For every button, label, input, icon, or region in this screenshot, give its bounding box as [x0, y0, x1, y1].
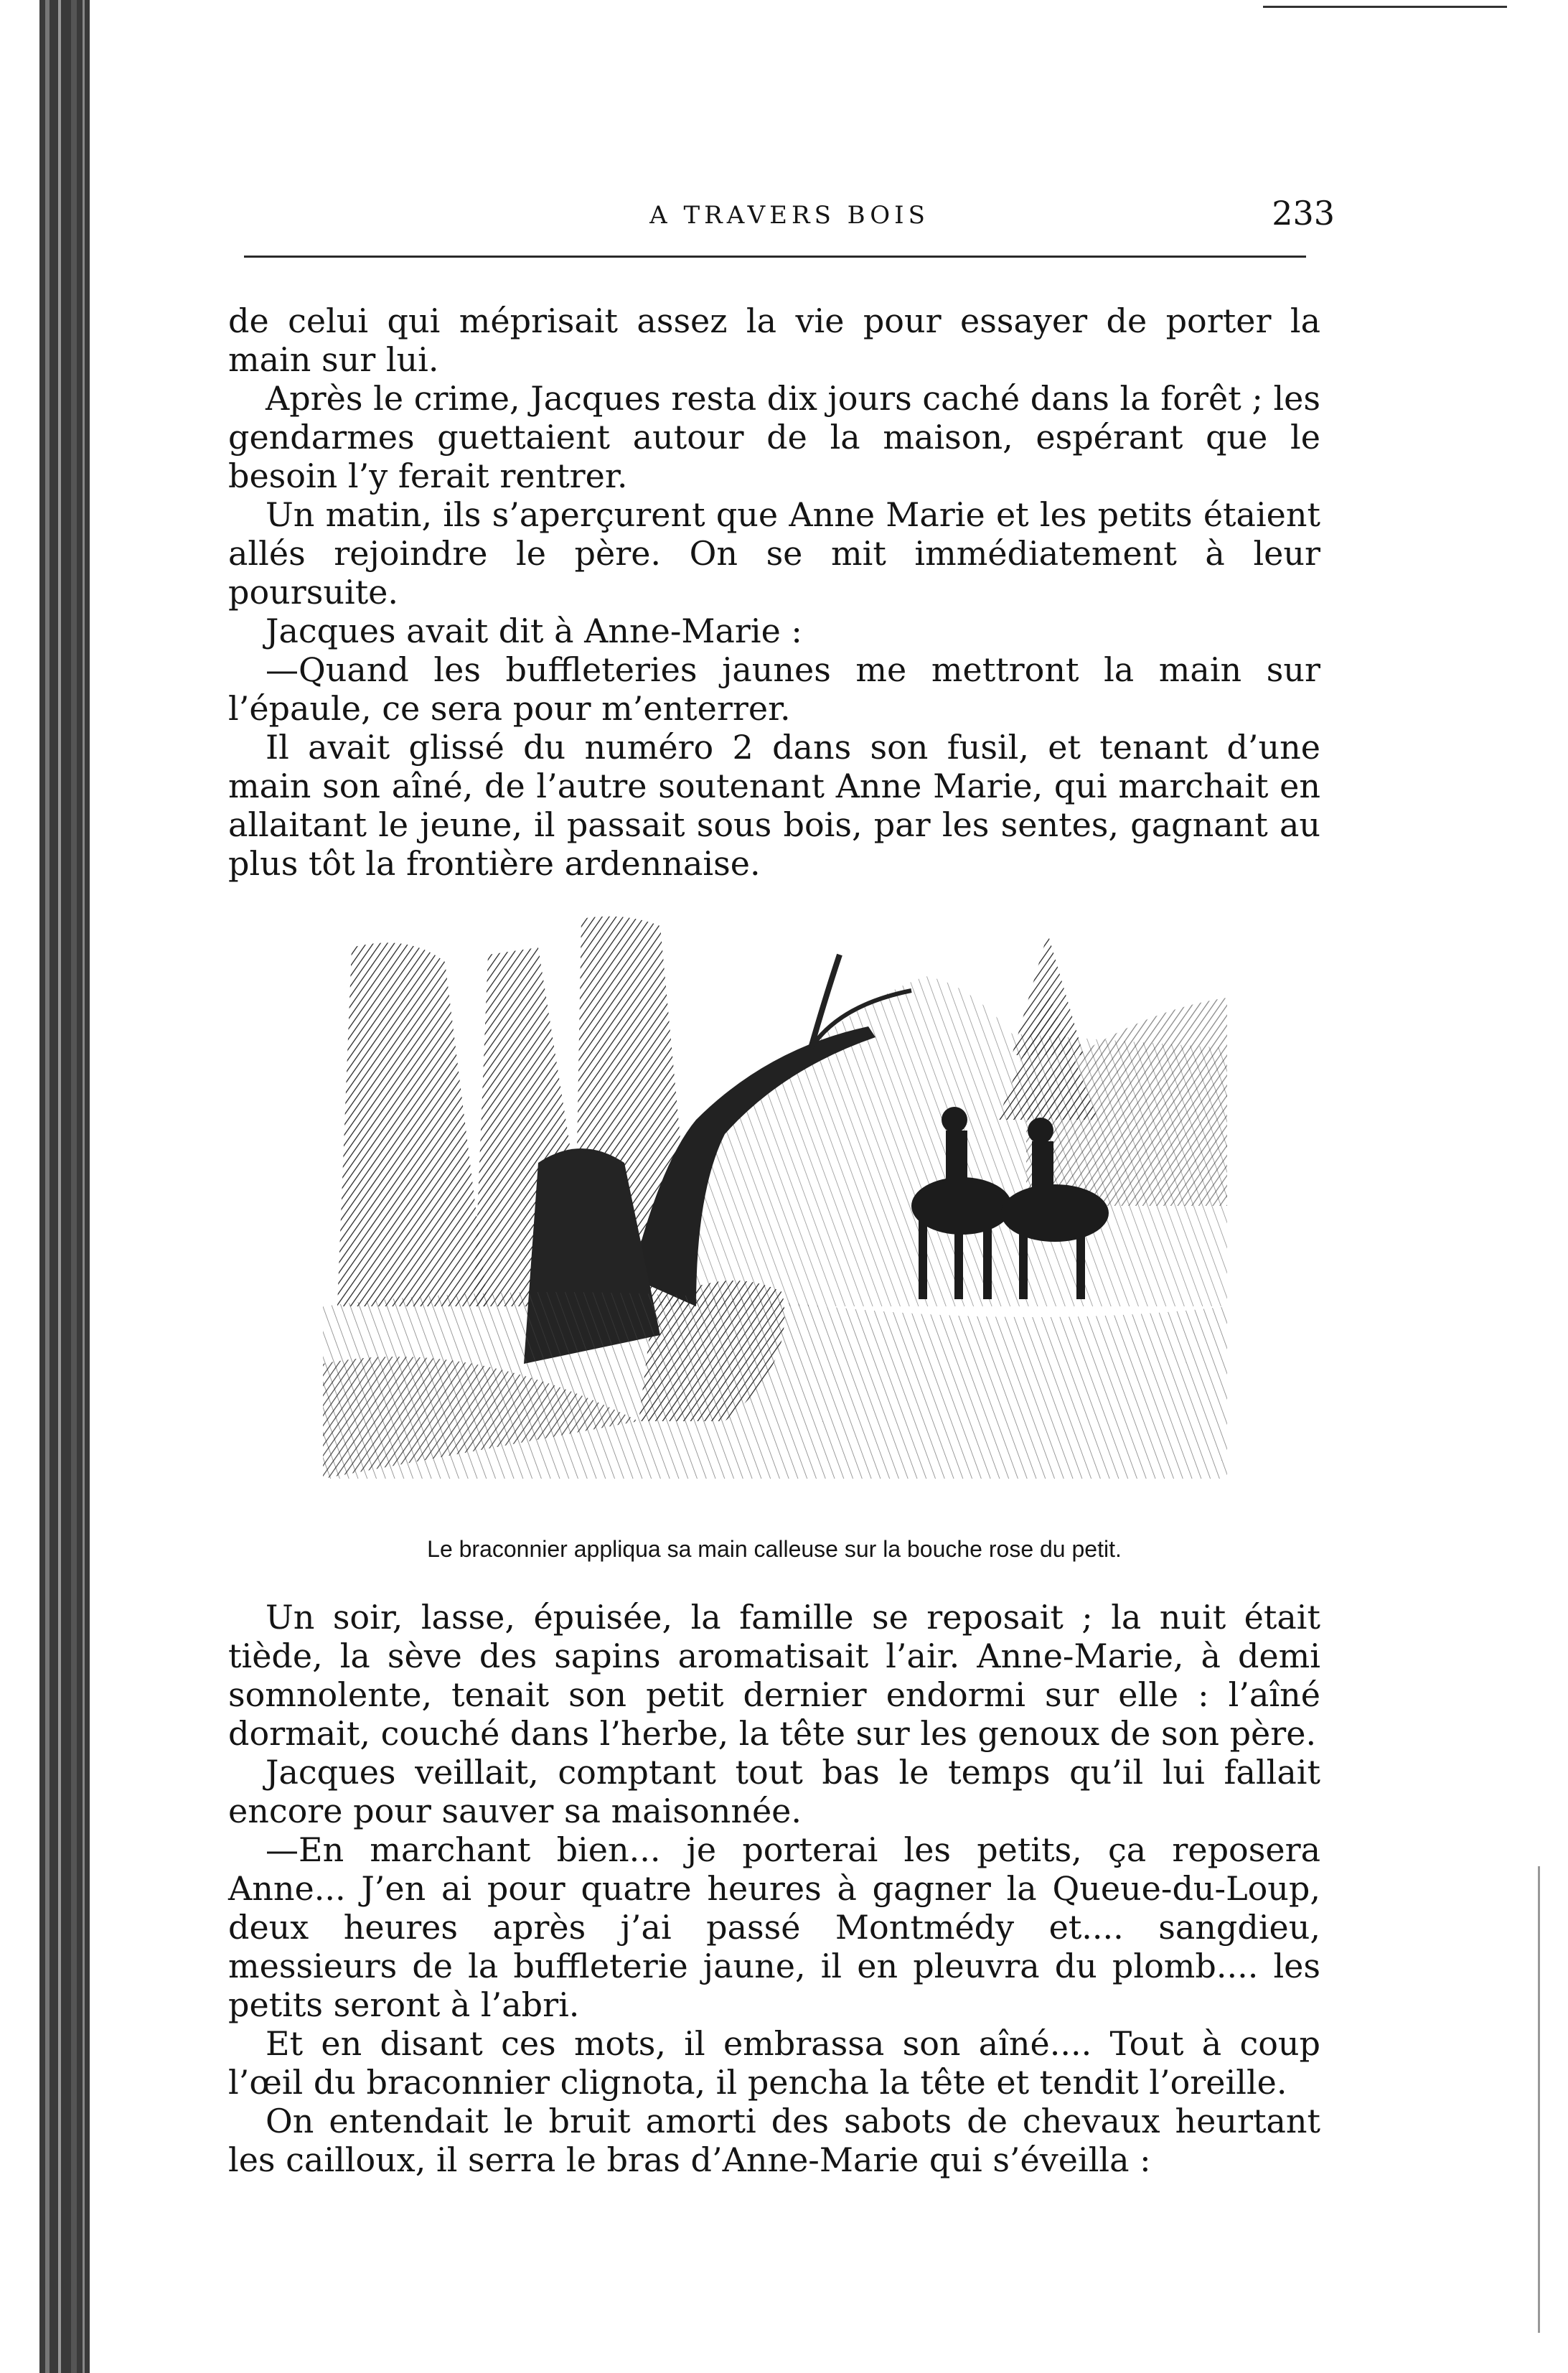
running-head — [244, 187, 1335, 244]
right-edge-marks — [1536, 1866, 1543, 2333]
header-rule — [244, 256, 1306, 258]
figure-caption: Le braconnier appliqua sa main calleuse sur la bouche rose du petit. — [427, 1536, 1122, 1562]
paragraph: Un soir, lasse, épuisée, la famille se reposait ; la nuit était tiède, la sève des sapins aromatisait l’air. Anne-Marie, à demi somnolente, tenait son petit dernier endormi sur elle : l’aîné dormait, couché dans l’herbe, la tête sur les genoux de son père. — [228, 1598, 1320, 1753]
running-title: A TRAVERS BOIS — [649, 201, 929, 230]
paragraph: Jacques veillait, comptant tout bas le temps qu’il lui fallait encore pour sauver sa maisonnée. — [228, 1753, 1320, 1830]
paragraph: —En marchant bien... je porterai les petits, ça reposera Anne... J’en ai pour quatre heures à gagner la Queue-du-Loup, deux heures après j’ai passé Montmédy et.... sangdieu, messieurs de la buffleterie jaune, il en pleuvra du plomb.... les petits seront à l’abri. — [228, 1830, 1320, 2024]
paragraph: Un matin, ils s’aperçurent que Anne Marie et les petits étaient allés rejoindre le père. On se mit immédiatement à leur poursuite. — [228, 495, 1320, 612]
paragraph: Il avait glissé du numéro 2 dans son fusil, et tenant d’une main son aîné, de l’autre soutenant Anne Marie, qui marchait en allaitant le jeune, il passait sous bois, par les sentes, gagnant au plus tôt la frontière ardennaise. — [228, 728, 1320, 883]
paragraph: —Quand les buffleteries jaunes me mettront la main sur l’épaule, ce sera pour m’enterrer. — [228, 650, 1320, 728]
paragraph: On entendait le bruit amorti des sabots de chevaux heurtant les cailloux, il serra le bras d’Anne-Marie qui s’éveilla : — [228, 2102, 1320, 2179]
forest-engraving-illustration — [323, 904, 1227, 1479]
paragraph: Après le crime, Jacques resta dix jours caché dans la forêt ; les gendarmes guettaient autour de la maison, espérant que le besoin l’y ferait rentrer. — [228, 379, 1320, 495]
text-block-top — [228, 301, 1320, 883]
paragraph: de celui qui méprisait assez la vie pour essayer de porter la main sur lui. — [228, 301, 1320, 379]
top-edge-rule — [1263, 6, 1507, 8]
binding-edge — [39, 0, 90, 2373]
paragraph: Jacques avait dit à Anne-Marie : — [266, 612, 802, 650]
paragraph: Et en disant ces mots, il embrassa son aîné.... Tout à coup l’œil du braconnier clignota, il pencha la tête et tendit l’oreille. — [228, 2024, 1320, 2102]
text-block-bottom — [228, 1598, 1320, 2179]
page-number: 233 — [1272, 194, 1335, 233]
